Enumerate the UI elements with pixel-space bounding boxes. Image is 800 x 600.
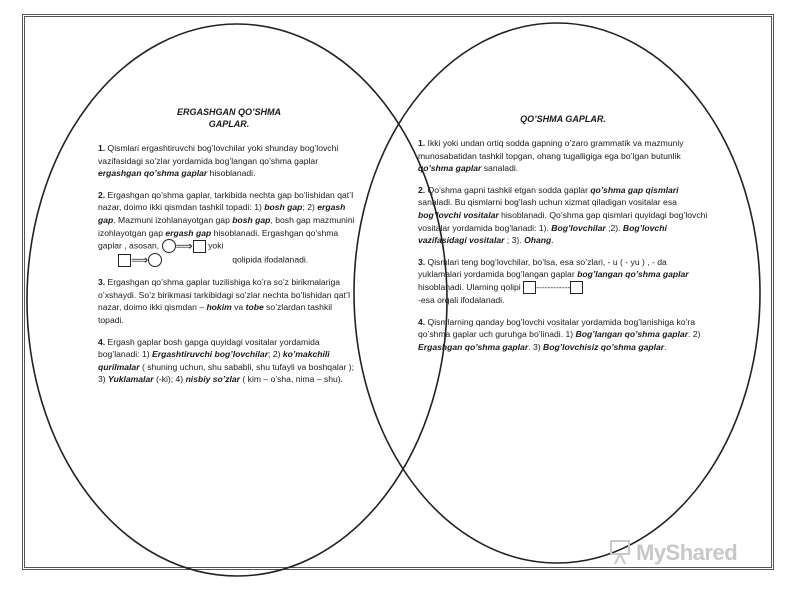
square-shape-icon bbox=[523, 281, 536, 294]
watermark-logo: MyShared bbox=[636, 540, 738, 565]
left-paragraph-3: 3. Ergashgan qo’shma gaplar tuzilishiga ko’ra so’z birikmalariga o’xshaydi. So’z birikmasi tarkibidagi so’zlar nechta bo’lishidan qat’I nazar, doimo ikki qismdan – hokim va tobe so’zlardan tashkil topadi. bbox=[98, 277, 351, 325]
right-column bbox=[418, 113, 708, 363]
double-arrow-icon: ⟹ bbox=[175, 238, 193, 253]
right-paragraph-4: 4. Qismlarning qanday bog’lovchi vositalar yordamida bog’lanishiga ko’ra qo’shma gaplar uch guruhga bo’linadi. 1) Bog’langan qo’shma gaplar. 2) Ergashgan qo’shma gaplar. 3) Bog’lovchisiz qo’shma gaplar. bbox=[418, 316, 701, 352]
circle-shape-icon bbox=[162, 239, 176, 253]
double-arrow-icon: ⟹ bbox=[131, 252, 149, 267]
presentation-board-icon bbox=[608, 538, 634, 566]
square-shape-icon bbox=[570, 281, 583, 294]
right-paragraph-3: 3. Qismlari teng bog’lovchilar, bo’lsa, esa so’zlari, - u ( - yu ) , - da yuklamalari yordamida bog’langan gaplar bog’langan qo’shma gaplar hisoblanadi. Ularning qolipi ------------ -esa orqali ifodalanadi. bbox=[418, 256, 689, 306]
square-shape-icon bbox=[118, 254, 131, 267]
right-title: QO’SHMA GAPLAR. bbox=[520, 114, 606, 124]
right-paragraph-1: 1. Ikki yoki undan ortiq sodda gapning o’zaro grammatik va mazmuniy munosabatidan tashkil topgan, ohang tugalligiga ega bo’lgan butunlik qo’shma gaplar sanaladi. bbox=[418, 138, 684, 174]
left-paragraph-1: 1. Qismlari ergashtiruvchi bog’lovchilar yoki shunday bog’lovchi vazifasidagi so’zlar yordamida bog’langan qo’shma gaplar ergashgan qo’shma gaplar hisoblanadi. bbox=[98, 143, 339, 179]
left-column bbox=[98, 106, 360, 395]
left-title: ERGASHGAN QO’SHMA GAPLAR. bbox=[176, 107, 281, 129]
circle-shape-icon bbox=[148, 253, 162, 267]
right-paragraph-2: 2. Qo’shma gapni tashkil etgan sodda gaplar qo’shma gap qismlari sanaladi. Bu qismlarni bog’lash uchun xizmat qiladigan vositalar esa bog’lovchi vositalar hisoblanadi. Qo’shma gap qismlari quyidagi bog’lovchi vositalar yordamida bog’lanadi: 1). Bog’lovchilar ;2). Bog’lovchi vazifasidagi vositalar ; 3). Ohang. bbox=[418, 184, 708, 246]
left-paragraph-2: 2. Ergashgan qo’shma gaplar, tarkibida nechta gap bo’lishidan qat’I nazar, doimo ikki qismdan tashkil topadi: 1) bosh gap; 2) ergash gap. Mazmuni izohlanayotgan gap bosh gap, bosh gap mazmunini izohlayotgan gap ergash gap hisoblanadi. Ergashgan qo’shma gaplar , asosan, ⟹ yoki ⟹ qolipida ifodalanadi. bbox=[98, 189, 355, 267]
left-paragraph-4: 4. Ergash gaplar bosh gapga quyidagi vositalar yordamida bog’lanadi: 1) Ergashtiruvchi bog’lovchilar; 2) ko’makchili qurilmalar ( shuning uchun, shu sababli, shu tufayli va boshqalar ); 3) Yuklamalar (-ki); 4) nisbiy so’zlar ( kim – o’sha, nima – shu). bbox=[98, 336, 355, 385]
square-shape-icon bbox=[193, 240, 206, 253]
